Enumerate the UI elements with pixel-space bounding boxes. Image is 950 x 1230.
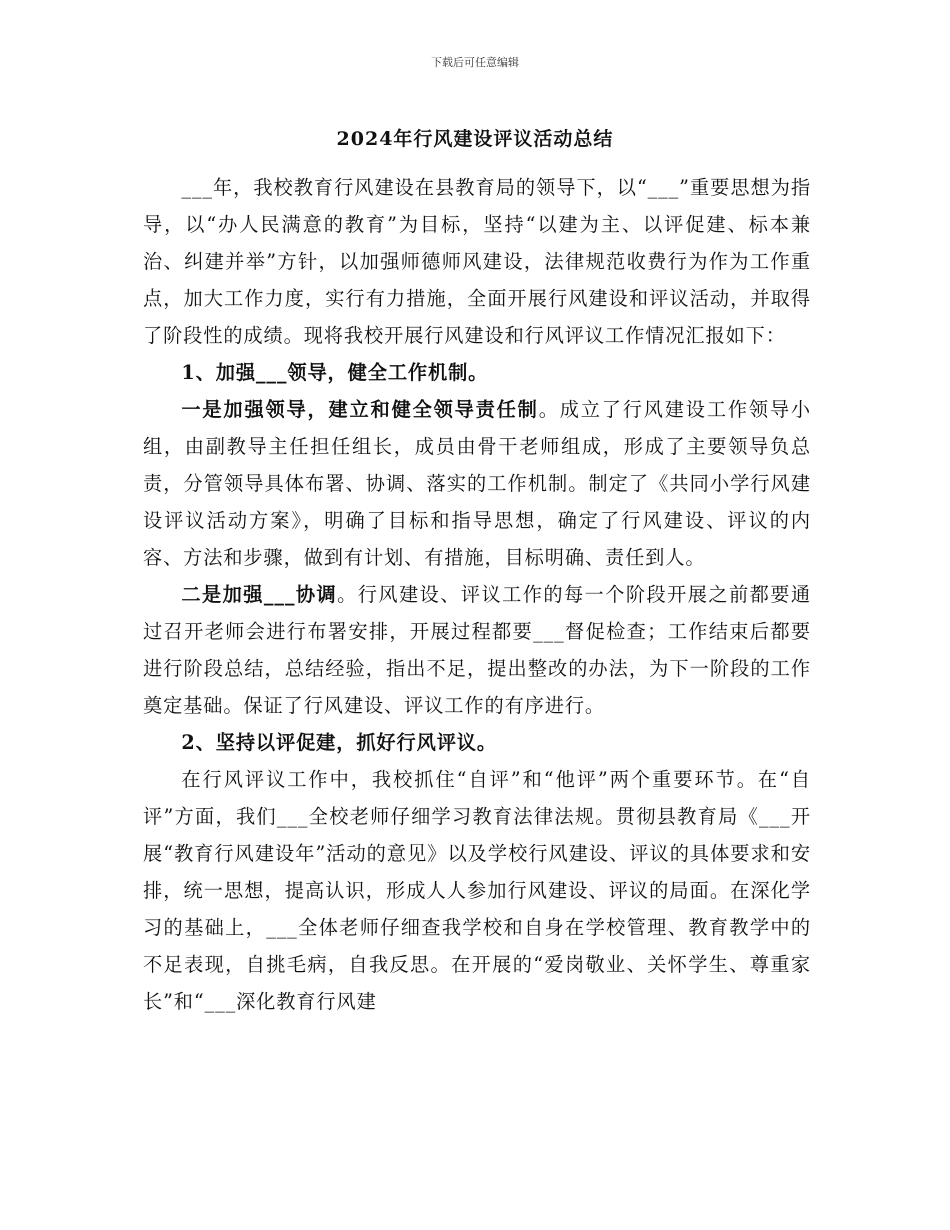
paragraph-leadership [143, 391, 811, 576]
header-note: 下载后可任意编辑 [431, 56, 519, 69]
document-title: 2024年行风建设评议活动总结 [336, 128, 614, 150]
section-heading-2: 2、坚持以评促建，抓好行风评议。 [181, 731, 497, 754]
document-body [143, 169, 811, 1020]
paragraph-coordination-lead: 二是加强___协调 [181, 583, 338, 606]
paragraph-evaluation: 在行风评议工作中，我校抓住“自评”和“他评”两个重要环节。在“自评”方面，我们___全校老师仔细学习教育法律法规。贯彻县教育局《___开展“教育行风建设年”活动的意见》以及学校行风建设、评议的具体要求和安排，统一思想，提高认识，形成人人参加行风建设、评议的局面。在深化学习的基础上，___全体老师仔细查我学校和自身在学校管理、教育教学中的不足表现，自挑毛病，自我反思。在开展的“爱岗敬业、关怀学生、尊重家长”和“___深化教育行风建 [143, 768, 811, 1013]
paragraph-leadership-lead: 一是加强领导，建立和健全领导责任制 [181, 398, 539, 421]
section-heading-1: 1、加强___领导，健全工作机制。 [181, 361, 489, 384]
paragraph-coordination [143, 576, 811, 724]
paragraph-intro: ___年，我校教育行风建设在县教育局的领导下，以“___”重要思想为指导，以“办人民满意的教育”为目标，坚持“以建为主、以评促建、标本兼治、纠建并举”方针，以加强师德师风建设，法律规范收费行为作为工作重点，加大工作力度，实行有力措施，全面开展行风建设和评议活动，并取得了阶段性的成绩。现将我校开展行风建设和行风评议工作情况汇报如下： [143, 176, 811, 347]
paragraph-coordination-text: 。行风建设、评议工作的每一个阶段开展之前都要通过召开老师会进行布署安排，开展过程都要___督促检查；工作结束后都要进行阶段总结，总结经验，指出不足，提出整改的办法，为下一阶段的工作奠定基础。保证了行风建设、评议工作的有序进行。 [143, 583, 812, 717]
paragraph-leadership-text: 。成立了行风建设工作领导小组，由副教导主任担任组长，成员由骨干老师组成，形成了主要领导负总责，分管领导具体布署、协调、落实的工作机制。制定了《共同小学行风建设评议活动方案》，明确了目标和指导思想，确定了行风建设、评议的内容、方法和步骤，做到有计划、有措施，目标明确、责任到人。 [143, 398, 811, 569]
